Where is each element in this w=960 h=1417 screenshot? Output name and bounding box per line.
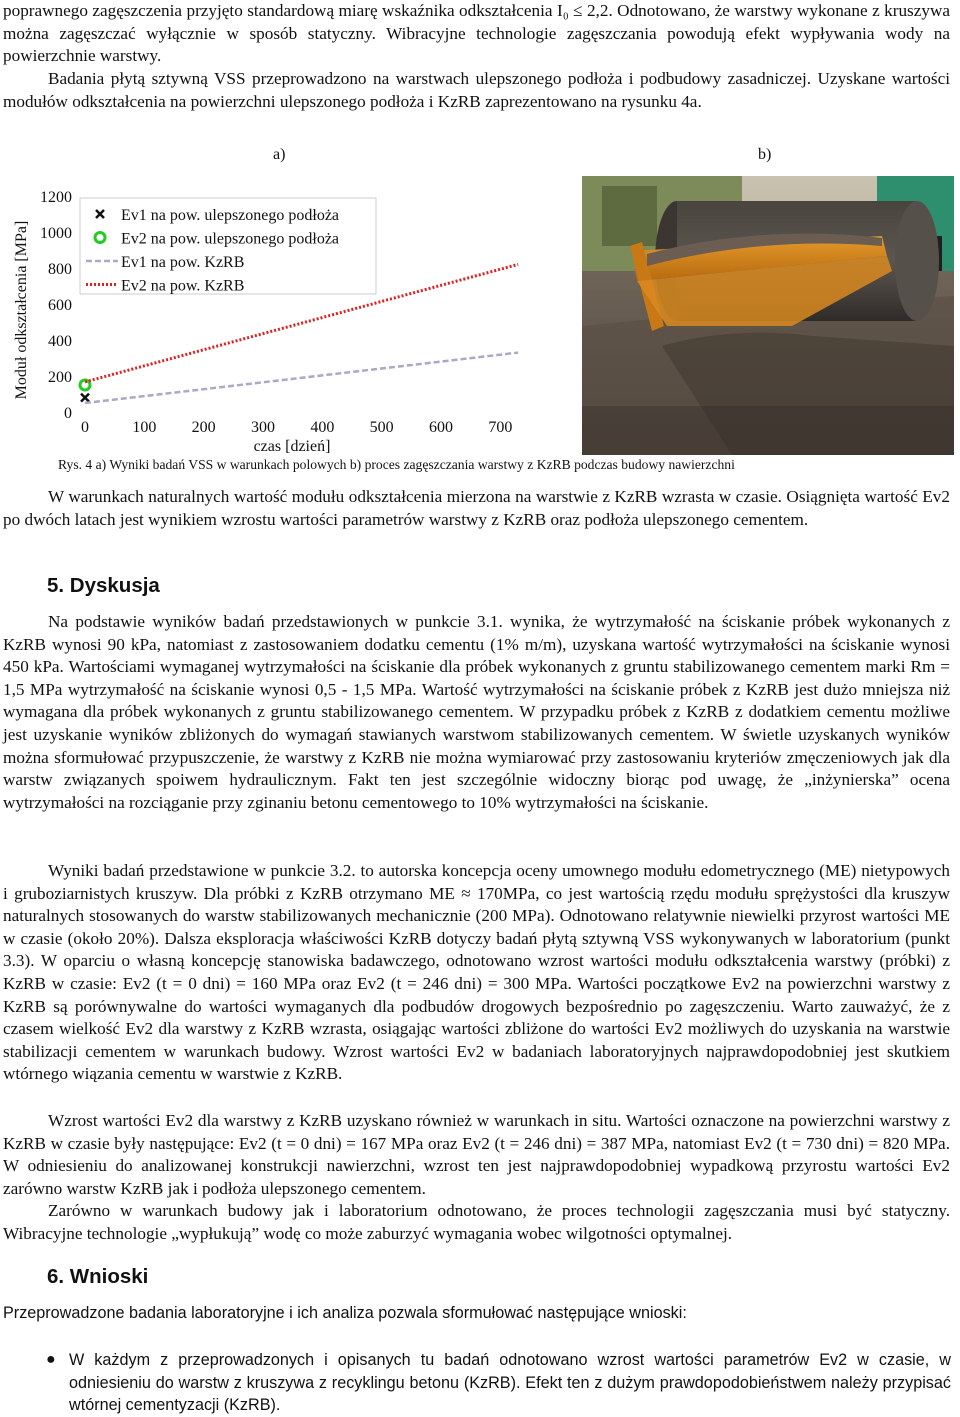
y-tick-label: 600 [48,297,72,314]
figure-caption: Rys. 4 a) Wyniki badań VSS w warunkach polowych b) proces zagęszczania warstwy z KzRB podczas budowy nawierzchni [58,457,735,472]
y-tick-label: 200 [48,369,72,386]
legend-label-3: Ev2 na pow. KzRB [121,277,245,295]
conclusions-heading: 6. Wnioski [47,1265,149,1288]
x-tick-label: 0 [81,419,89,436]
legend-label-0: Ev1 na pow. ulepszonego podłoża [121,207,340,224]
legend-label-1: Ev2 na pow. ulepszonego podłoża [121,230,340,248]
discussion-paragraph-3: Wzrost wartości Ev2 dla warstwy z KzRB uzyskano również w warunkach in situ. Wartości oznaczone na powierzchni warstwy z KzRB w czasie były następujące: Ev2 (t = 0 dni) = 167 MPa oraz Ev2 (t = 246 dni) = 387 MPa, natomiast Ev2 (t = 730 dni) = 820 MPa. W odniesieniu do analizowanej konstrukcji nawierzchni, wzrost ten jest najprawdopodobniej wypadkową przyrostu wartości Ev2 zarówno warstw KzRB jak i podłoża ulepszonego cementem. [3,1111,950,1198]
after-figure-paragraph: W warunkach naturalnych wartość modułu odkształcenia mierzona na warstwie z KzRB wzrasta w czasie. Osiągnięta wartość Ev2 po dwóch latach jest wynikiem wzrostu wartości parametrów warstwy z KzRB oraz podłoża ulepszonego cementem. [3,487,950,529]
vss-intro-paragraph: Badania płytą sztywną VSS przeprowadzono na warstwach ulepszonego podłoża i podbudowy zasadniczej. Uzyskane wartości modułów odkształcenia na powierzchni ulepszonego podłoża i KzRB zaprezentowano na rysunku 4a. [3,69,950,111]
discussion-paragraph-4: Zarówno w warunkach budowy jak i laboratorium odnotowano, że proces technologii zagęszczania musi być statyczny. Wibracyjne technologie „wypłukują” wodę co może zaburzyć wymagania wobec wilgotności optymalnej. [3,1201,950,1243]
discussion-heading: 5. Dyskusja [47,574,160,597]
bullet-marker: ● [46,1351,56,1368]
x-tick-label: 300 [251,419,275,436]
vss-results-chart [0,176,580,454]
x-axis-label: czas [dzień] [253,438,331,454]
figure-label-b: b) [758,146,772,163]
series-point-0 [81,394,89,402]
x-tick-label: 100 [132,419,157,436]
x-tick-label: 200 [191,419,216,436]
x-tick-label: 700 [488,419,513,436]
x-tick-label: 600 [429,419,453,436]
y-tick-label: 800 [48,261,72,278]
x-tick-label: 400 [310,419,335,436]
compaction-photo [582,176,954,455]
y-tick-label: 1200 [40,189,72,206]
conclusions-intro: Przeprowadzone badania laboratoryjne i ich analiza pozwala sformułować następujące wnioski: [3,1304,687,1322]
discussion-paragraph-2: Wyniki badań przedstawione w punkcie 3.2. to autorska koncepcja oceny umownego modułu edometrycznego (ME) nietypowych i gruboziarnistych kruszyw. Dla próbki z KzRB otrzymano ME ≈ 170MPa, co jest wartością rzędu modułu sprężystości dla kruszyw naturalnych stosowanych do warstw stabilizowanych mechanicznie (200 MPa). Odnotowano relatywnie niewielki przyrost wartości ME w czasie (około 20%). Dalsza eksploracja właściwości KzRB dotyczy badań płytą sztywną VSS wykonywanych w laboratorium (punkt 3.3). W oparciu o własną koncepcję stanowiska badawczego, odnotowano wzrost wartości modułu odkształcenia warstwy (próbki) z KzRB w czasie: Ev2 (t = 0 dni) = 160 MPa oraz Ev2 (t = 246 dni) = 300 MPa. Wartości początkowe Ev2 na powierzchni warstwy z KzRB są porównywalne do wartości wymaganych dla podbudów drogowych bezpośrednio po zagęszczeniu. Warto zauważyć, że z czasem wielkość Ev2 dla warstwy z KzRB wzrasta, osiągając wartości zbliżone do wartości Ev2 możliwych do uzyskania na warstwie stabilizacji cementem w warunkach budowy. Wzrost wartości Ev2 w badaniach laboratoryjnych najprawdopodobniej jest skutkiem wtórnego wiązania cementu w warstwie z KzRB. [3,861,950,1084]
y-tick-label: 0 [64,405,72,422]
x-tick-label: 500 [369,419,394,436]
y-tick-label: 1000 [40,225,72,242]
intro-paragraph: poprawnego zagęszczenia przyjęto standardową miarę wskaźnika odkształcenia I₀ ≤ 2,2. Odnotowano, że warstwy wykonane z kruszywa można zagęszczać wyłącznie w sposób statyczny. Wibracyjne technologie zagęszczania powodują efekt wypływania wody na powierzchnie warstwy. [3,1,950,66]
y-axis-label: Moduł odkształcenia [MPa] [13,220,30,400]
conclusion-bullet-1: W każdym z przeprowadzonych i opisanych tu badań odnotowano wzrost wartości parametrów Ev2 w czasie, w odniesieniu do warstw z kruszywa z recyklingu betonu (KzRB). Efekt ten z dużym prawdopodobieństwem należy przypisać wtórnej cementyzacji (KzRB). [69,1351,951,1415]
y-tick-label: 400 [48,333,72,350]
discussion-paragraph-1: Na podstawie wyników badań przedstawionych w punkcie 3.1. wynika, że wytrzymałość na ściskanie próbek wykonanych z KzRB wynosi 90 kPa, natomiast z zastosowaniem dodatku cementu (1% m/m), uzyskana wartość wytrzymałości na ściskanie wynosi 450 kPa. Wartościami wymaganej wytrzymałości na ściskanie dla próbek wykonanych z gruntu stabilizowanego cementem marki Rm = 1,5 MPa wytrzymałość na ściskanie wynosi 0,5 - 1,5 MPa. Wartość wytrzymałości na ściskanie próbek z KzRB jest dużo mniejsza niż wymagana dla próbek wykonanych z gruntu stabilizowanego cementem. W przypadku próbek z KzRB z dodatkiem cementu możliwe jest uzyskanie wyników zbliżonych do wymagań stawianych warstwom stabilizowanych cementem. W świetle uzyskanych wyników można sformułować przypuszczenie, że warstwy z KzRB nie można wymiarować przy zastosowaniu kryteriów zmęczeniowych jak dla warstw związanych spoiwem hydraulicznym. Fakt ten jest szczególnie widoczny biorąc pod uwagę, że „inżynierska” ocena wytrzymałości na rozciąganie przy zginaniu betonu cementowego to 10% wytrzymałości na ściskanie. [3,612,950,812]
legend-label-2: Ev1 na pow. KzRB [121,254,245,271]
figure-label-a: a) [273,146,286,163]
series-line-2 [85,353,518,403]
